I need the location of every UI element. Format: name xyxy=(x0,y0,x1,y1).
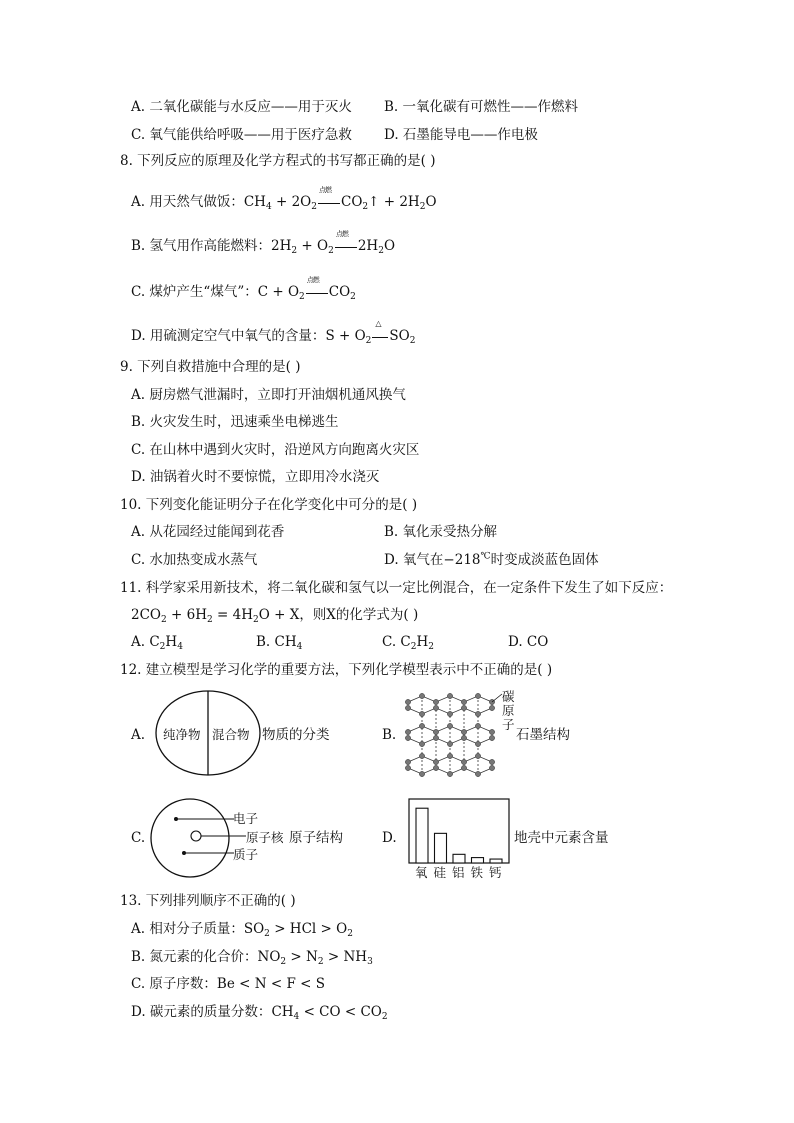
ignite-condition: 点燃 xyxy=(335,230,348,238)
q10-option-c: C. 水加热变成水蒸气 xyxy=(131,552,258,568)
q11-option-a: A. $C_2H_4$ xyxy=(131,634,183,652)
q13-option-a xyxy=(131,920,353,938)
q13-a-label: A. 相对分子质量： xyxy=(131,921,244,937)
q12-c-letter: C. xyxy=(131,830,146,846)
q9-option-c: C. 在山林中遇到火灾时，沿逆风方向跑离火灾区 xyxy=(131,442,420,458)
carbon-atom-label-2: 原 xyxy=(502,703,515,718)
q11-equation-post: ，则X的化学式为( ) xyxy=(299,607,419,623)
q10-option-d xyxy=(384,551,599,569)
q8-option-d xyxy=(131,319,416,346)
nucleus-label: 原子核 xyxy=(246,830,284,845)
q13-b-label: B. 氮元素的化合价： xyxy=(131,949,258,965)
tick-label-2: 铝 xyxy=(452,865,465,880)
q8-b-equation: $2H_2 + O_2$ 点燃 $2H_2O$ xyxy=(271,238,395,254)
q10-d-post: 时变成淡蓝色固体 xyxy=(490,552,599,568)
q13-d-expr: $CH_4$ < CO < $CO_2$ xyxy=(271,1004,388,1022)
q10-stem: 10. 下列变化能证明分子在化学变化中可分的是( ) xyxy=(120,497,418,513)
q9-option-a: A. 厨房燃气泄漏时，立即打开油烟机通风换气 xyxy=(131,387,406,403)
q11-c-letter: C. xyxy=(382,634,397,650)
proton-label: 质子 xyxy=(233,847,259,862)
q10-option-a: A. 从花园经过能闻到花香 xyxy=(131,524,285,540)
q8-c-label: C. 煤炉产生“煤气”： xyxy=(131,284,258,300)
q13-option-c: C. 原子序数：Be < N < F < S xyxy=(131,976,325,992)
q8-d-label: D. 用硫测定空气中氧气的含量： xyxy=(131,328,326,344)
q11-b-letter: B. xyxy=(256,634,271,650)
q7-option-d: D. 石墨能导电——作电极 xyxy=(384,127,538,143)
q10-d-pre: D. 氧气在−218 xyxy=(384,552,481,568)
q13-d-label: D. 碳元素的质量分数： xyxy=(131,1004,272,1020)
q11-option-b: B. $CH_4$ xyxy=(256,634,303,652)
graphite-structure-icon xyxy=(404,690,504,780)
q8-option-b xyxy=(131,230,396,256)
ignite-condition: 点燃 xyxy=(318,186,331,194)
q7-option-c: C. 氧气能供给呼吸——用于医疗急救 xyxy=(131,127,352,143)
q13-stem: 13. 下列排列顺序不正确的( ) xyxy=(120,893,296,909)
q8-option-a xyxy=(131,186,437,212)
q8-b-label: B. 氢气用作高能燃料： xyxy=(131,238,272,254)
tick-label-3: 铁 xyxy=(470,865,484,880)
q13-a-expr: $SO_2$ > HCl > $O_2$ xyxy=(243,921,353,939)
nucleus-icon xyxy=(191,831,201,841)
q13-option-d xyxy=(131,1003,388,1021)
pure-substance-label: 纯净物 xyxy=(163,727,201,742)
tick-label-4: 钙 xyxy=(489,865,502,880)
q12-stem: 12. 建立模型是学习化学的重要方法，下列化学模型表示中不正确的是( ) xyxy=(120,662,553,678)
q8-a-equation: $CH_4 + 2O_2$ 点燃 $CO_2↑ + 2H_2O$ xyxy=(244,194,437,210)
q13-b-expr: $NO_2 > N_2 > NH_3$ xyxy=(257,949,373,967)
q11-equation: $2CO_2 + 6H_2 = 4H_2O + X$ xyxy=(131,607,300,625)
q12-b-letter: B. xyxy=(382,727,397,743)
bar-3 xyxy=(472,858,484,863)
q8-a-label: A. 用天然气做饭： xyxy=(131,194,244,210)
bar-2 xyxy=(453,854,465,863)
q8-c-equation: $C + O_2$ 点燃 $CO_2$ xyxy=(258,284,356,300)
q10-option-b: B. 氧化汞受热分解 xyxy=(384,524,498,540)
q9-option-b: B. 火灾发生时，迅速乘坐电梯逃生 xyxy=(131,414,339,430)
q13-option-b xyxy=(131,948,373,966)
ignite-condition: 点燃 xyxy=(306,276,319,284)
q8-option-c xyxy=(131,276,356,302)
heat-condition: △ xyxy=(375,319,381,328)
q7-option-a: A. 二氧化碳能与水反应——用于灭火 xyxy=(131,99,352,115)
bar-4 xyxy=(490,859,502,863)
bar-1 xyxy=(435,833,447,863)
q7-option-b: B. 一氧化碳有可燃性——作燃料 xyxy=(384,99,579,115)
crust-chart-caption: 地壳中元素含量 xyxy=(514,830,609,846)
classification-caption: 物质的分类 xyxy=(262,727,330,743)
mixture-label: 混合物 xyxy=(212,727,250,742)
bar-0 xyxy=(416,808,428,863)
q12-d-letter: D. xyxy=(382,830,397,846)
q8-stem: 8. 下列反应的原理及化学方程式的书写都正确的是( ) xyxy=(120,153,436,169)
q11-stem: 11. 科学家采用新技术，将二氧化碳和氢气以一定比例混合，在一定条件下发生了如下反应： xyxy=(120,580,673,596)
q10-d-unit: ℃ xyxy=(480,551,491,562)
atom-structure-caption: 原子结构 xyxy=(289,830,343,846)
electron-label: 电子 xyxy=(233,811,259,826)
atom-outer-circle xyxy=(151,799,229,877)
q12-a-letter: A. xyxy=(131,727,146,743)
carbon-atom-label-3: 子 xyxy=(502,717,515,732)
tick-label-0: 氧 xyxy=(415,865,428,880)
graphite-caption: 石墨结构 xyxy=(516,727,570,743)
tick-label-1: 硅 xyxy=(433,865,447,880)
q11-option-d: D. CO xyxy=(508,634,549,650)
q11-equation-line xyxy=(131,606,418,624)
q9-stem: 9. 下列自救措施中合理的是( ) xyxy=(120,359,301,375)
q9-option-d: D. 油锅着火时不要惊慌，立即用冷水浇灭 xyxy=(131,469,380,485)
carbon-atom-label-1: 碳 xyxy=(502,689,515,704)
q11-option-c: C. $C_2H_2$ xyxy=(382,634,435,652)
q11-a-letter: A. xyxy=(131,634,146,650)
q8-d-equation: $S + O_2$ △ $SO_2$ xyxy=(325,328,415,344)
